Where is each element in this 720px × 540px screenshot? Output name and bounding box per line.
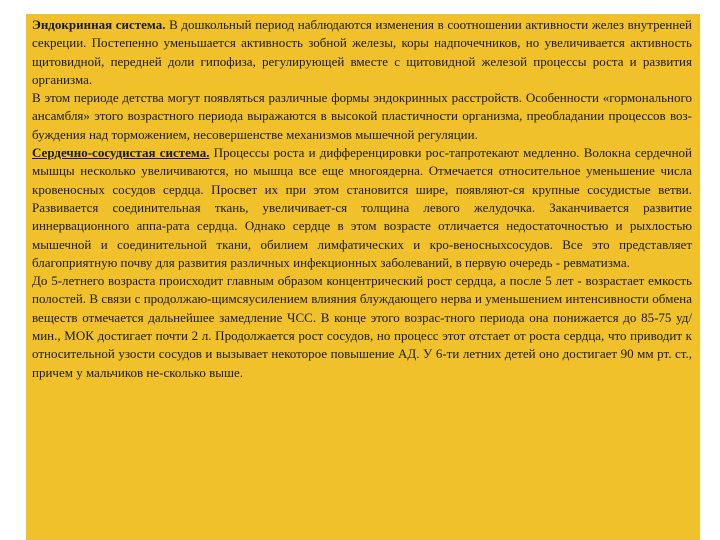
heart-growth-text: До 5-летнего возраста происходит главным образом концентрический рост сердца, а после 5 лет - возрастает емкость полостей. В связи с продолжаю-щимсяусилением влияния блуждающего нерва и уменьшением интенсивности обмена веществ отмечается дальнейшее замедление ЧСС. В конце этого возрас-тного периода она понижается до 85-75 уд/мин., МОК достигает почти 2 л. Продолжается рост сосудов, но процесс этот отстает от роста сердца, что приводит к относительной узости сосудов и вызывает некоторое повышение АД. У 6-ти летних детей оно достигает 90 мм рт. ст., причем у мальчиков не-сколько выше. bbox=[32, 273, 692, 380]
paragraph-endocrine-disorders bbox=[32, 89, 692, 144]
paragraph-heart-growth bbox=[32, 272, 692, 382]
cardiovascular-text: Процессы роста и дифференцировки рос-тапротекают медленно. Волокна сердечной мышцы несколько увеличиваются, но мышца все еще многоядерна. Отмечается относительное уменьшение числа кровеносных сосудов сердца. Просвет их при этом становится шире, появляют-ся крупные сосудистые ветви. Развивается соединительная ткань, увеличивает-ся толщина левого желудочка. Заканчивается развитие иннервационного аппа-рата сердца. Однако сердце в этом возрасте отличается недостаточностью и рыхлостью мышечной и соединительной ткани, обилием лимфатических и кро-веносныхсосудов. Все это представляет благоприятную почву для развития различных инфекционных заболеваний, в первую очередь - ревматизма. bbox=[32, 145, 692, 270]
paragraph-endocrine bbox=[32, 16, 692, 89]
text-body bbox=[32, 16, 692, 382]
cardiovascular-term: Сердечно-сосудистая система. bbox=[32, 145, 210, 161]
endocrine-term: Эндокринная система. bbox=[32, 17, 166, 32]
paragraph-cardiovascular bbox=[32, 144, 692, 272]
endocrine-text: В дошкольный период наблюдаются изменения в соотношении активности желез внутренней секреции. Постепенно уменьшается активность зобной железы, коры надпочечников, но увеличивается активность щитовидной, передней доли гипофиза, регулирующей вместе с щитовидной железой процессы роста и развития организма. bbox=[32, 17, 693, 87]
endocrine-disorders-text: В этом периоде детства могут появляться различные формы эндокринных расстройств. Особенности «гормонального ансамбля» этого возрастного периода выражаются в высокой пластичности организма, преобладании процессов воз-буждения над торможением, несовершенстве механизмов мышечной регуляции. bbox=[32, 90, 692, 142]
slide-background bbox=[26, 14, 700, 540]
